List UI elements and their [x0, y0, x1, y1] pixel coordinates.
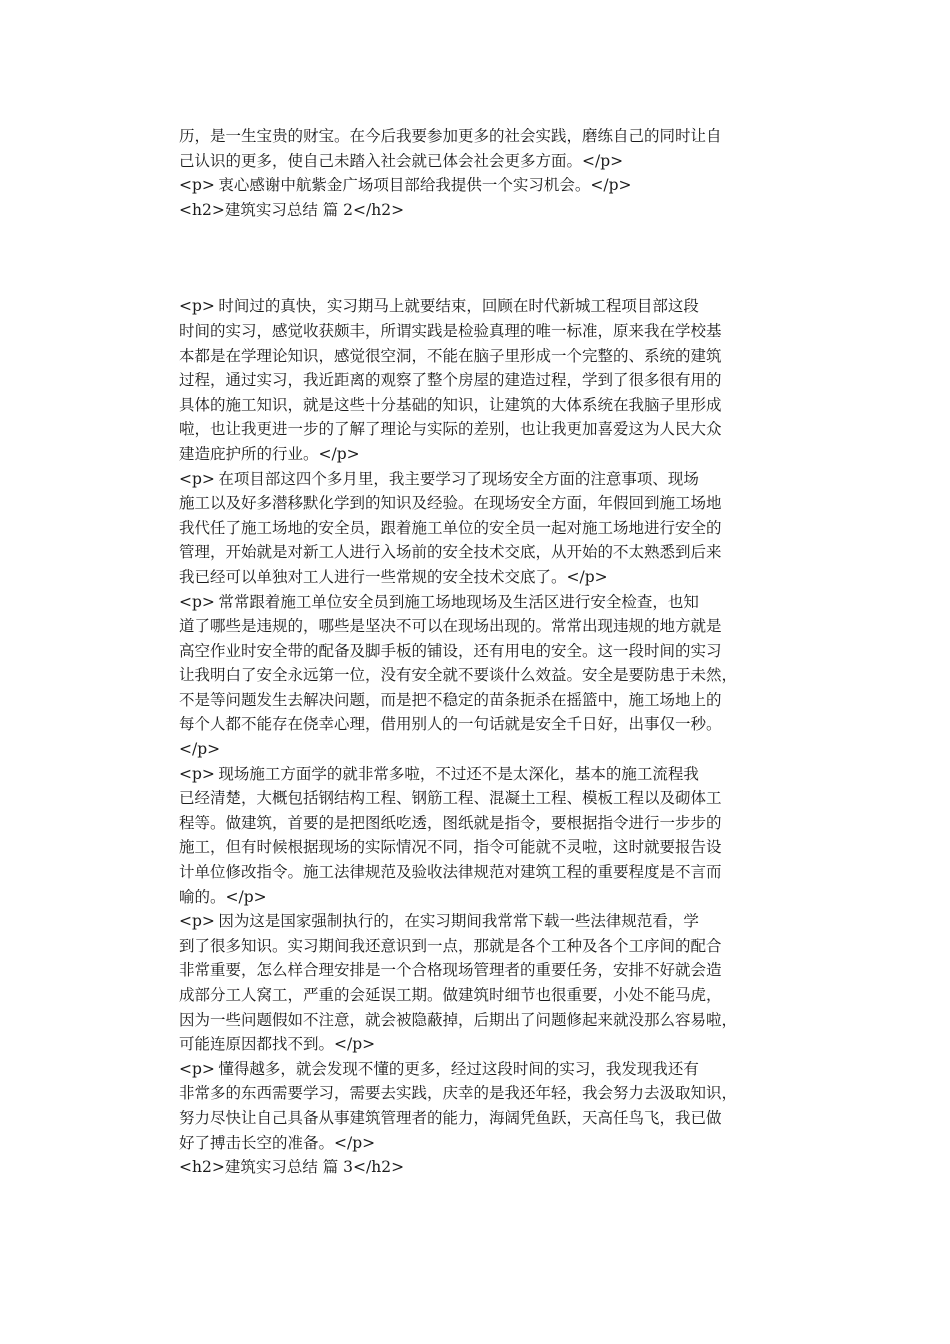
text-line: 己认识的更多，使自己未踏入社会就已体会社会更多方面。</p> — [179, 151, 624, 170]
paragraph-6 — [179, 1057, 779, 1155]
document-page — [179, 124, 779, 1180]
text-line: <p> 在项目部这四个多月里，我主要学习了现场安全方面的注意事项、现场 — [179, 469, 699, 488]
heading-text: <h2>建筑实习总结 篇 3</h2> — [179, 1158, 405, 1177]
heading-section-3 — [179, 1155, 779, 1180]
text-line: 施工，但有时候根据现场的实际情况不同，指令可能就不灵啦，这时就要报告设 — [179, 838, 722, 857]
text-line: 因为一些问题假如不注意，就会被隐蔽掉，后期出了问题修起来就没那么容易啦， — [179, 1010, 738, 1029]
text-line: 高空作业时安全带的配备及脚手板的铺设，还有用电的安全。这一段时间的实习 — [179, 641, 722, 660]
text-line: 时间的实习，感觉收获颇丰，所谓实践是检验真理的唯一标准，原来我在学校基 — [179, 321, 722, 340]
text-line: 啦，也让我更进一步的了解了理论与实际的差别，也让我更加喜爱这为人民大众 — [179, 420, 722, 439]
text-line: <p> 因为这是国家强制执行的，在实习期间我常常下载一些法律规范看，学 — [179, 912, 699, 931]
text-line: 努力尽快让自己具备从事建筑管理者的能力，海阔凭鱼跃，天高任鸟飞，我已做 — [179, 1108, 722, 1127]
text-line: 管理，开始就是对新工人进行入场前的安全技术交底，从开始的不太熟悉到后来 — [179, 543, 722, 562]
text-line: 不是等问题发生去解决问题，而是把不稳定的苗条扼杀在摇篮中，施工场地上的 — [179, 690, 722, 709]
text-line: 让我明白了安全永远第一位，没有安全就不要谈什么效益。安全是要防患于未然， — [179, 666, 738, 685]
text-line: 历，是一生宝贵的财宝。在今后我要参加更多的社会实践，磨练自己的同时让自 — [179, 127, 722, 145]
text-line: <p> 现场施工方面学的就非常多啦，不过还不是太深化，基本的施工流程我 — [179, 764, 699, 783]
text-line: <p> 时间过的真快，实习期马上就要结束，回顾在时代新城工程项目部这段 — [179, 297, 699, 316]
text-line: 程等。做建筑，首要的是把图纸吃透，图纸就是指令，要根据指令进行一步步的 — [179, 813, 722, 832]
text-line: 非常多的东西需要学习，需要去实践，庆幸的是我还年轻，我会努力去汲取知识， — [179, 1084, 738, 1103]
blank-space — [179, 222, 779, 294]
text-line: 我已经可以单独对工人进行一些常规的安全技术交底了。</p> — [179, 567, 608, 586]
text-line: </p> — [179, 740, 221, 759]
text-line: 本都是在学理论知识，感觉很空洞，不能在脑子里形成一个完整的、系统的建筑 — [179, 346, 722, 365]
text-line: 具体的施工知识，就是这些十分基础的知识，让建筑的大体系统在我脑子里形成 — [179, 395, 722, 414]
text-line: 到了很多知识。实习期间我还意识到一点，那就是各个工种及各个工序间的配合 — [179, 936, 722, 955]
paragraph-1 — [179, 294, 779, 466]
text-line: 已经清楚，大概包括钢结构工程、钢筋工程、混凝土工程、模板工程以及砌体工 — [179, 789, 722, 808]
heading-section-2 — [179, 198, 779, 223]
text-line: 建造庇护所的行业。</p> — [179, 444, 360, 463]
text-line: <p> 常常跟着施工单位安全员到施工场地现场及生活区进行安全检查，也知 — [179, 592, 699, 611]
paragraph-2 — [179, 467, 779, 590]
text-line: 我代任了施工场地的安全员，跟着施工单位的安全员一起对施工场地进行安全的 — [179, 518, 722, 537]
paragraph-thanks — [179, 173, 779, 198]
text-line: 计单位修改指令。施工法律规范及验收法律规范对建筑工程的重要程度是不言而 — [179, 863, 722, 882]
text-line: 非常重要，怎么样合理安排是一个合格现场管理者的重要任务，安排不好就会造 — [179, 961, 722, 980]
text-line: 每个人都不能存在侥幸心理，借用别人的一句话就是安全千日好，出事仅一秒。 — [179, 715, 722, 734]
heading-text: <h2>建筑实习总结 篇 2</h2> — [179, 200, 405, 219]
paragraph-3 — [179, 590, 779, 762]
paragraph-5 — [179, 909, 779, 1057]
text-line: <p> 衷心感谢中航紫金广场项目部给我提供一个实习机会。</p> — [179, 176, 632, 195]
text-line: 道了哪些是违规的，哪些是坚决不可以在现场出现的。常常出现违规的地方就是 — [179, 617, 722, 636]
text-line: 可能连原因都找不到。</p> — [179, 1035, 376, 1054]
text-line: 过程，通过实习，我近距离的观察了整个房屋的建造过程，学到了很多很有用的 — [179, 371, 722, 390]
text-line: 成部分工人窝工，严重的会延误工期。做建筑时细节也很重要，小处不能马虎， — [179, 986, 722, 1004]
text-line: 喻的。</p> — [179, 887, 267, 906]
text-line: 施工以及好多潜移默化学到的知识及经验。在现场安全方面，年假回到施工场地 — [179, 494, 722, 513]
paragraph-end-prev — [179, 124, 779, 173]
paragraph-4 — [179, 762, 779, 910]
text-line: 好了搏击长空的准备。</p> — [179, 1133, 376, 1152]
text-line: <p> 懂得越多，就会发现不懂的更多，经过这段时间的实习，我发现我还有 — [179, 1059, 699, 1078]
